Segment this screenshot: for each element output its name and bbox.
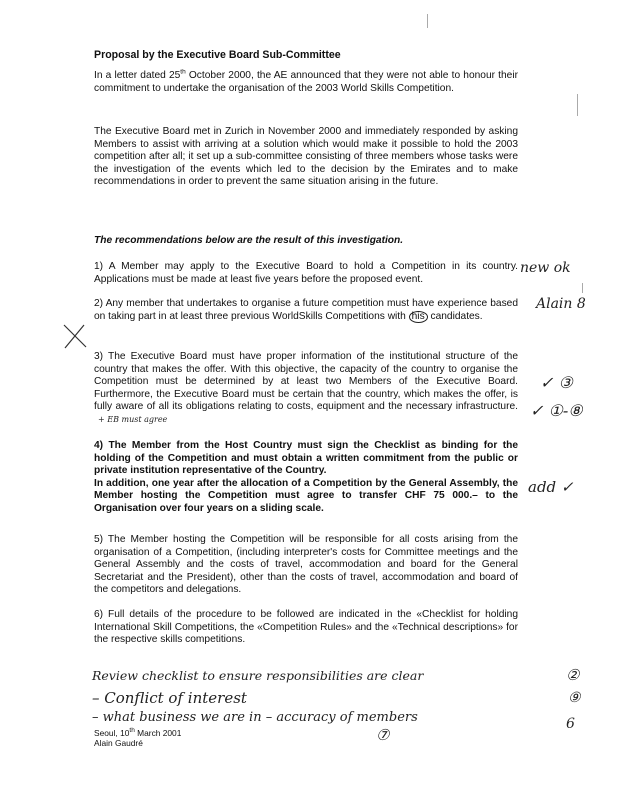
place-date-sup: th <box>129 727 135 735</box>
recommendation-3-text: 3) The Executive Board must have proper information of the institutional structure of the country that makes the offer. With this objective, the capacity of the country to organise the Competition must be determined by at least two Members of the Executive Board. Furthermore, the Executive Board must be certain that the country, which makes the offer, is fully aware of all its obligations relating to costs, equipment and the necessary infrastructure. <box>94 351 518 413</box>
signature-block <box>94 728 518 748</box>
scan-mark <box>582 283 583 293</box>
handwritten-bottom-1-num: ② <box>566 666 580 684</box>
handwritten-inline-note: + EB must agree <box>98 414 168 424</box>
circled-word: his <box>409 311 428 323</box>
place-date-end: March 2001 <box>134 728 182 738</box>
place-date <box>94 728 518 738</box>
paragraph-intro <box>94 70 518 95</box>
scan-mark <box>577 94 578 116</box>
handwritten-bottom-2-num: ⑨ <box>568 690 581 706</box>
handwritten-bottom-1: Review checklist to ensure responsibilities are clear <box>92 668 424 683</box>
x-mark-icon <box>60 322 90 350</box>
recommendation-2 <box>94 298 518 323</box>
recommendations-heading: The recommendations below are the result of this investigation. <box>94 235 404 246</box>
recommendation-4-part-2: In addition, one year after the allocation of a Competition by the General Assembly, the Member hosting the Competition must agree to transfer CHF 75 000.– to the Organisation over four years on a sliding scale. <box>94 477 518 514</box>
handwritten-note-r3-a: ✓ ③ <box>540 373 573 392</box>
handwritten-note-r4: add ✓ <box>528 478 574 496</box>
handwritten-note-r3-b: ✓ ①-⑧ <box>530 401 583 420</box>
handwritten-bottom-3-circled: ⑦ <box>376 726 390 744</box>
recommendation-2-text: 2) Any member that undertakes to organise a future competition must have experience based on taking part in at least three previous WorldSkills Competitions with <box>94 298 518 322</box>
recommendation-4-part-1: 4) The Member from the Host Country must sign the Checklist as binding for the holding of the Competition and must obtain a written commitment from the public or private institution representative of the Country. <box>94 440 518 477</box>
document-title: Proposal by the Executive Board Sub-Committee <box>94 49 341 61</box>
recommendation-2-end: candidates. <box>427 310 483 322</box>
handwritten-bottom-2: – Conflict of interest <box>92 689 247 707</box>
handwritten-bottom-3-num: 6 <box>566 716 575 732</box>
handwritten-bottom-3: – what business we are in – accuracy of members <box>92 710 418 725</box>
recommendation-6: 6) Full details of the procedure to be followed are indicated in the «Checklist for holding International Skill Competitions, the «Competition Rules» and the «Technical descriptions» for the respective skills competitions. <box>94 609 518 646</box>
intro-sup: th <box>180 68 186 76</box>
intro-text-start: In a letter dated 25 <box>94 70 181 81</box>
handwritten-note-r2: Alain 8 <box>536 296 586 312</box>
author-name: Alain Gaudré <box>94 738 143 748</box>
recommendation-5: 5) The Member hosting the Competition will be responsible for all costs arising from the organisation of a Competition, (including interpreter's costs for Committee meetings and the General Assembly and the costs of travel, accommodation and board for the General Secretariat and the President), other than the costs of travel, accommodation and board of the competitors and delegations. <box>94 534 518 596</box>
recommendation-3 <box>94 351 518 427</box>
recommendation-4 <box>94 440 518 516</box>
place-date-start: Seoul, 10 <box>94 728 130 738</box>
scan-mark <box>427 14 428 28</box>
recommendation-1: 1) A Member may apply to the Executive Board to hold a Competition in its country. Applications must be made at least five years before the proposed event. <box>94 261 518 285</box>
paragraph-board: The Executive Board met in Zurich in November 2000 and immediately responded by asking Members to assist with arriving at a solution which would make it possible to hold the 2003 competition after all; it set up a sub-committee consisting of three members whose tasks were the investigation of the events which led to the decision by the Emirates and to make recommendations in order to prevent the same situation arising in the future. <box>94 126 518 188</box>
handwritten-note-r1: new ok <box>520 260 571 276</box>
intro-text-end: October 2000, the AE announced that they were not able to honour their commitment to undertake the organisation of the 2003 World Skills Competition. <box>94 70 518 94</box>
